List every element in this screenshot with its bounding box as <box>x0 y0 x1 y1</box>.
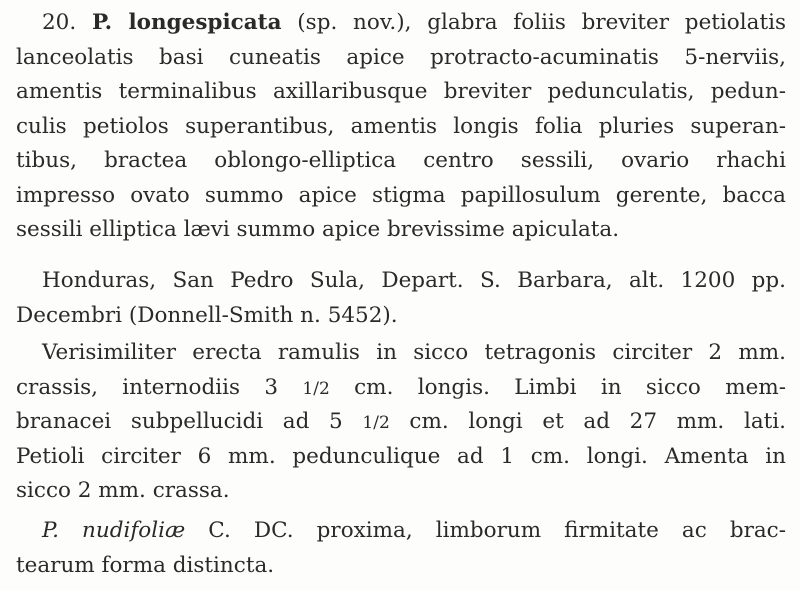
description-line: tibus, bractea oblongo-elliptica centro sessili, ovario rhachi <box>16 148 786 173</box>
comparison-line: tearum forma distincta. <box>16 552 275 578</box>
locality-line: Honduras, San Pedro Sula, Depart. S. Barbara, alt. 1200 pp. <box>42 268 786 293</box>
description-line: sessili elliptica lævi summo apice brevissime apiculata. <box>16 217 620 242</box>
measurements-paragraph <box>16 336 786 509</box>
measurements-line: Verisimiliter erecta ramulis in sicco tetragonis circiter 2 mm. <box>42 340 786 365</box>
description-line: amentis terminalibus axillaribusque breviter pedunculatis, pedun- <box>16 79 786 104</box>
fraction-half: 1/2 <box>362 413 390 433</box>
description-line: culis petiolos superantibus, amentis longis folia pluries superan- <box>16 113 786 139</box>
comparison-text: C. DC. proxima, limborum firmitate ac brac- <box>185 518 786 543</box>
description-paragraph <box>16 6 786 248</box>
species-number: 20. <box>42 10 77 35</box>
description-line: impresso ovato summo apice stigma papillosulum gerente, bacca <box>16 182 786 208</box>
locality-paragraph <box>16 264 786 333</box>
measurements-text: crassis, internodiis 3 <box>16 374 303 400</box>
measurements-line: sicco 2 mm. crassa. <box>16 478 230 503</box>
measurements-line: Petioli circiter 6 mm. pedunculique ad 1 cm. longi. Amenta in <box>16 443 786 469</box>
comparison-line <box>16 514 786 549</box>
measurements-line <box>16 371 786 406</box>
measurements-text: cm. longi et ad 27 mm. lati. <box>389 409 786 434</box>
locality-line: Decembri (Donnell-Smith n. 5452). <box>16 302 398 328</box>
compared-species-name: P. nudifoliæ <box>42 518 186 543</box>
description-line <box>16 6 786 41</box>
species-name: P. longespicata <box>91 10 282 35</box>
measurements-text: cm. longis. Limbi in sicco mem- <box>329 374 786 400</box>
description-line: lanceolatis basi cuneatis apice protracto-acuminatis 5-nerviis, <box>16 44 786 70</box>
comparison-paragraph <box>16 514 786 583</box>
description-line-text: (sp. nov.), glabra foliis breviter petiolatis <box>281 10 786 35</box>
measurements-text: branacei subpellucidi ad 5 <box>16 409 363 434</box>
fraction-half: 1/2 <box>302 378 330 399</box>
measurements-line <box>16 405 786 440</box>
